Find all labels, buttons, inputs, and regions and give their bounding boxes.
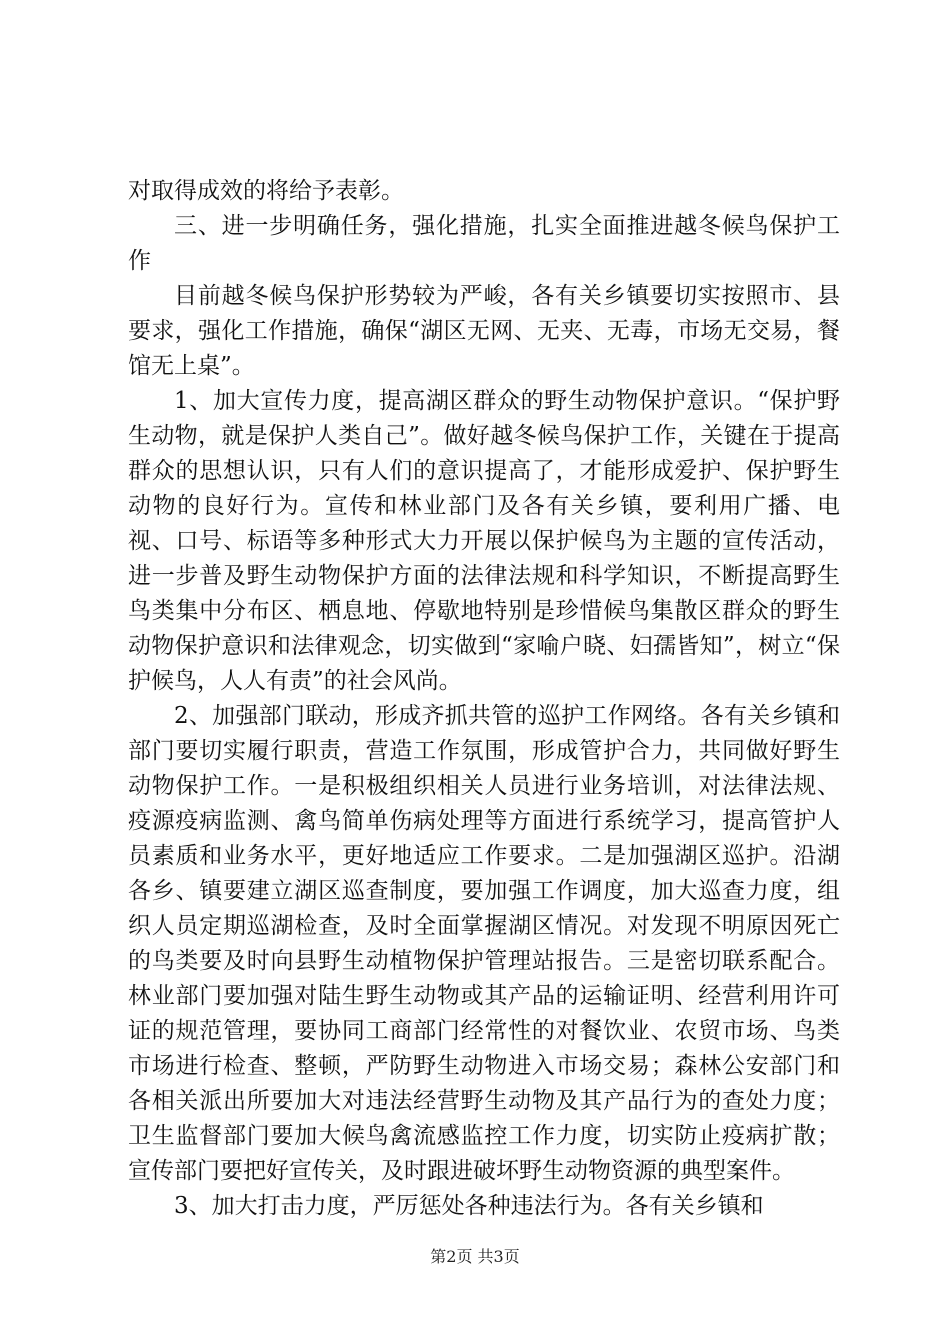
- paragraph-continuation: 对取得成效的将给予表彰。: [128, 178, 404, 204]
- paragraph-intro: 目前越冬候鸟保护形势较为严峻，各有关乡镇要切实按照市、县要求，强化工作措施，确保“湖区无网、无夹、无毒，市场无交易，餐馆无上桌”。: [128, 283, 840, 379]
- paragraph-item-1: 1、加大宣传力度，提高湖区群众的野生动物保护意识。“保护野生动物，就是保护人类自己”。做好越冬候鸟保护工作，关键在于提高群众的思想认识，只有人们的意识提高了，才能形成爱护、保护野生动物的良好行为。宣传和林业部门及各有关乡镇，要利用广播、电视、口号、标语等多种形式大力开展以保护候鸟为主题的宣传活动，进一步普及野生动物保护方面的法律法规和科学知识，不断提高野生鸟类集中分布区、栖息地、停歇地特别是珍惜候鸟集散区群众的野生动物保护意识和法律观念，切实做到“家喻户晓、妇孺皆知”，树立“保护候鸟，人人有责”的社会风尚。: [128, 388, 840, 694]
- page-footer: 第2页 共3页: [430, 1247, 520, 1266]
- paragraph-item-2: 2、加强部门联动，形成齐抓共管的巡护工作网络。各有关乡镇和部门要切实履行职责，营造工作氛围，形成管护合力，共同做好野生动物保护工作。一是积极组织相关人员进行业务培训，对法律法规、疫源疫病监测、禽鸟简单伤病处理等方面进行系统学习，提高管护人员素质和业务水平，更好地适应工作要求。二是加强湖区巡护。沿湖各乡、镇要建立湖区巡查制度，要加强工作调度，加大巡查力度，组织人员定期巡湖检查，及时全面掌握湖区情况。对发现不明原因死亡的鸟类要及时向县野生动植物保护管理站报告。三是密切联系配合。林业部门要加强对陆生野生动物或其产品的运输证明、经营利用许可证的规范管理，要协同工商部门经常性的对餐饮业、农贸市场、鸟类市场进行检查、整顿，严防野生动物进入市场交易；森林公安部门和各相关派出所要加大对违法经营野生动物及其产品行为的查处力度；卫生监督部门要加大候鸟禽流感监控工作力度，切实防止疫病扩散；宣传部门要把好宣传关，及时跟进破坏野生动物资源的典型案件。: [128, 703, 840, 1184]
- document-body: [128, 174, 840, 1224]
- section-heading: 三、进一步明确任务，强化措施，扎实全面推进越冬候鸟保护工作: [128, 213, 840, 274]
- paragraph-item-3: 3、加大打击力度，严厉惩处各种违法行为。各有关乡镇和: [174, 1193, 764, 1219]
